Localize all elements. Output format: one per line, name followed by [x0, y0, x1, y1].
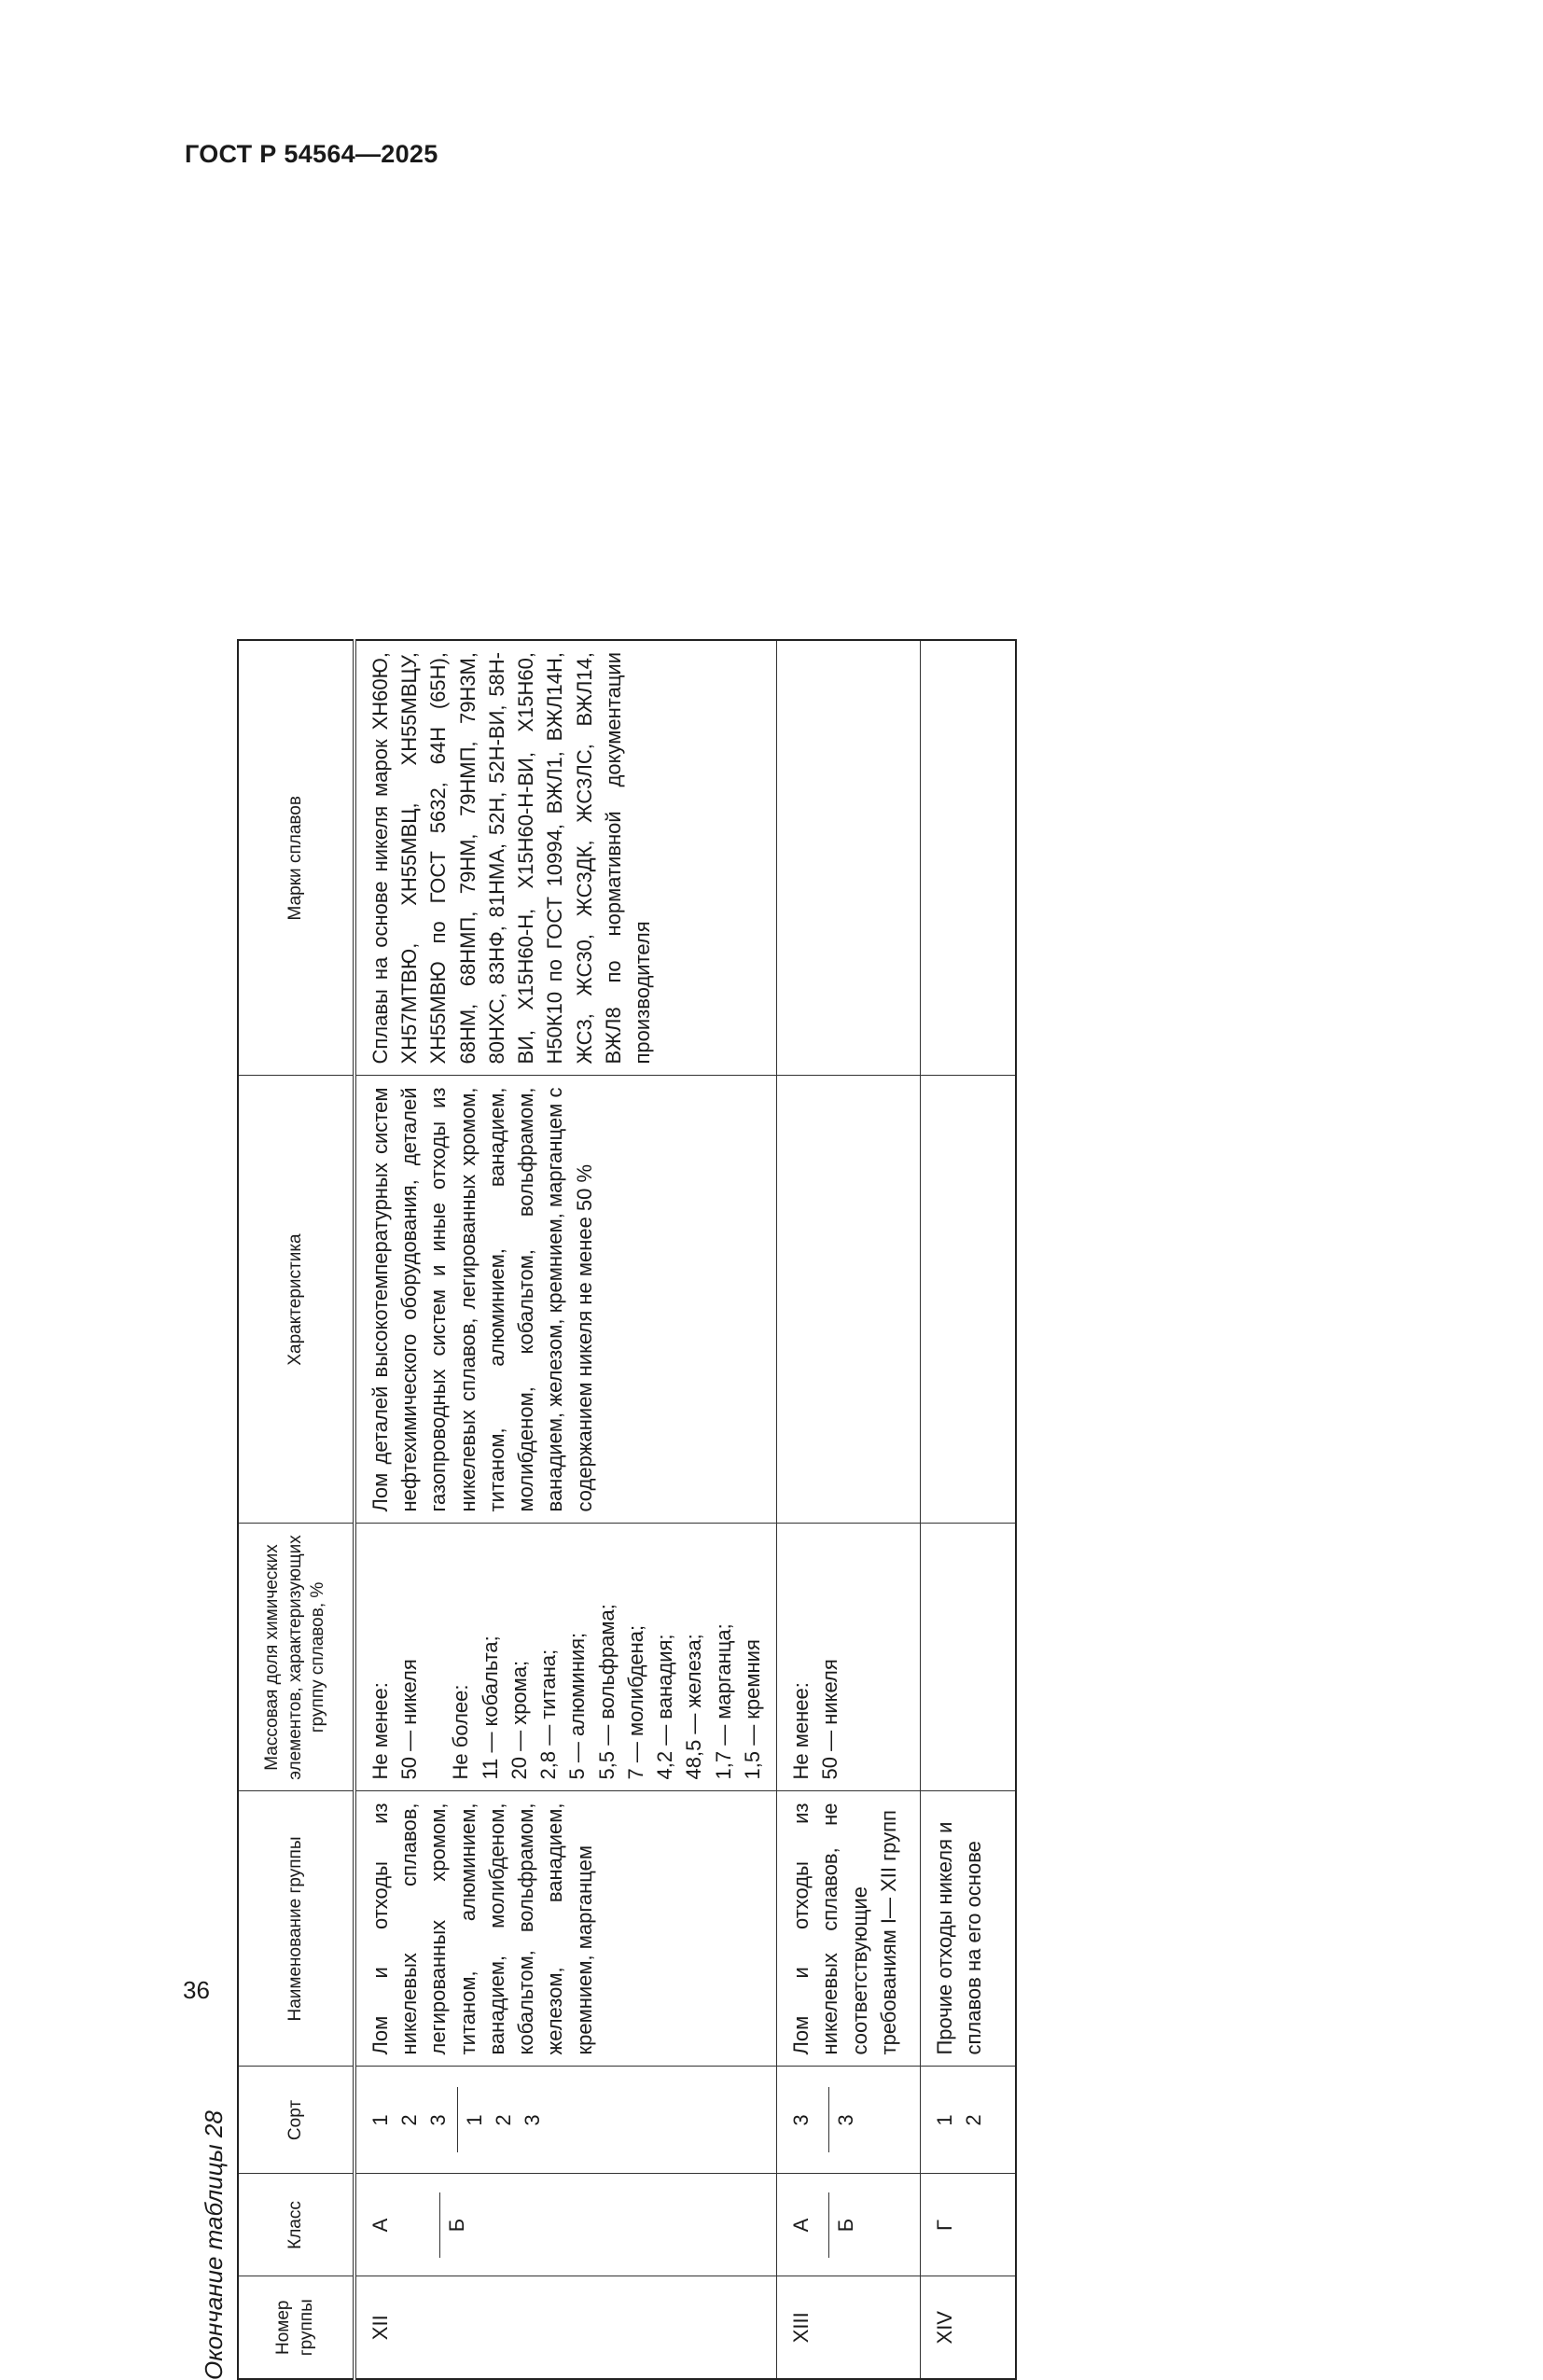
rotated-table-block — [197, 626, 1018, 2380]
table-28 — [237, 639, 1017, 2380]
mass-max-value: 4,2 — ванадия; — [653, 1634, 677, 1780]
cell-class — [921, 2174, 1016, 2276]
class-b: Б — [445, 2218, 469, 2233]
mass-min-label: Не менее: — [789, 1682, 813, 1780]
sort-divider — [828, 2088, 829, 2153]
cell-group-name: Лом и отходы из никелевых сплавов, не соответствующие требованиям I— XII групп — [777, 1791, 921, 2067]
col-header-characteristic: Характеристика — [238, 1076, 354, 1524]
cell-alloy-grades — [921, 640, 1016, 1076]
sort-divider — [457, 2088, 458, 2153]
mass-max-value: 1,7 — марганца; — [711, 1623, 735, 1780]
table-row — [777, 640, 921, 2379]
cell-group-number: XIII — [777, 2276, 921, 2379]
mass-max-value: 11 — кобальта; — [478, 1635, 502, 1780]
cell-characteristic: Лом деталей высокотемпературных систем нефтехимического оборудования, деталей газопроводных систем и иные отходы из никелевых сплавов, легированных хромом, титаном, алюминием, ванадием, молибденом, кобальтом, вольфрамом, ванадием, железом, кремнием, марганцем с содержанием никеля не менее 50 % — [354, 1076, 777, 1524]
mass-max-value: 5,5 — вольфрама; — [594, 1604, 619, 1780]
col-header-alloy-grades: Марки сплавов — [238, 640, 354, 1076]
class-divider — [439, 2192, 440, 2258]
page-number: 36 — [183, 1976, 210, 2004]
sort-value: 3 — [789, 2114, 813, 2126]
sort-value: 1 — [933, 2114, 957, 2126]
col-header-sort: Сорт — [238, 2067, 354, 2174]
document-header: ГОСТ Р 54564—2025 — [185, 140, 438, 168]
sort-value: 2 — [962, 2114, 986, 2126]
mass-max-value: 5 — алюминия; — [565, 1632, 590, 1780]
class-a: А — [368, 2218, 392, 2233]
col-header-group-name: Наименование группы — [238, 1791, 354, 2067]
cell-sort — [777, 2067, 921, 2174]
mass-min-value: 50 — никеля — [818, 1659, 842, 1780]
sort-value: 3 — [521, 2114, 545, 2126]
cell-mass-fraction — [777, 1524, 921, 1791]
mass-max-value: 1,5 — кремния — [740, 1639, 764, 1780]
class-b: Б — [834, 2218, 858, 2233]
mass-max-value: 2,8 — титана; — [536, 1649, 561, 1780]
class-divider — [828, 2192, 829, 2258]
cell-class — [777, 2174, 921, 2276]
cell-group-number: XII — [354, 2276, 777, 2379]
cell-mass-fraction — [354, 1524, 777, 1791]
mass-max-value: 48,5 — железа; — [682, 1634, 706, 1780]
col-header-group-number: Номер группы — [238, 2276, 354, 2379]
mass-min-label: Не менее: — [368, 1682, 392, 1780]
cell-class — [354, 2174, 777, 2276]
sort-value: 3 — [426, 2114, 451, 2126]
cell-alloy-grades: Сплавы на основе никеля марок ХН60Ю, ХН57МТВЮ, ХН55МВЦ, ХН55МВЦУ, ХН55МВЮ по ГОСТ 5632, 64Н (65Н), 68НМ, 68НМП, 79НМ, 79НМП, 79Н3М, 80НХС, 83НФ, 81НМА, 52Н, 52Н-ВИ, 58Н-ВИ, Х15Н60-Н, Х15Н60-Н-ВИ, Х15Н60, Н50К10 по ГОСТ 10994, ВЖЛ1, ВЖЛ14Н, ЖС3, ЖС30, ЖС3ДК, ЖС3ЛС, ВЖЛ14, ВЖЛ8 по нормативной документации производителя — [354, 640, 777, 1076]
sort-value: 1 — [368, 2114, 392, 2126]
cell-group-number: XIV — [921, 2276, 1016, 2379]
table-row — [921, 640, 1016, 2379]
col-header-class: Класс — [238, 2174, 354, 2276]
mass-max-label: Не более: — [449, 1684, 473, 1780]
sort-value: 3 — [834, 2114, 858, 2126]
col-header-mass-fraction: Массовая доля химических элементов, характеризующих группу сплавов, % — [238, 1524, 354, 1791]
sort-value: 1 — [462, 2114, 486, 2126]
cell-alloy-grades — [777, 640, 921, 1076]
table-header-row — [238, 640, 354, 2379]
class-a: А — [789, 2218, 813, 2233]
mass-max-value: 20 — хрома; — [507, 1660, 531, 1780]
sort-value: 2 — [397, 2114, 422, 2126]
cell-characteristic — [777, 1076, 921, 1524]
cell-characteristic — [921, 1076, 1016, 1524]
cell-sort — [921, 2067, 1016, 2174]
mass-min-value: 50 — никеля — [397, 1659, 422, 1780]
cell-group-name: Прочие отходы никеля и сплавов на его основе — [921, 1791, 1016, 2067]
cell-sort — [354, 2067, 777, 2174]
mass-max-value: 7 — молибдена; — [623, 1624, 647, 1780]
table-row — [354, 640, 777, 2379]
sort-value: 2 — [491, 2114, 515, 2126]
cell-group-name: Лом и отходы из никелевых сплавов, легированных хромом, титаном, алюминием, ванадием, молибденом, кобальтом, вольфрамом, железом, ванадием, кремнием, марганцем — [354, 1791, 777, 2067]
table-caption: Окончание таблицы 28 — [200, 2110, 228, 2380]
class-a: Г — [933, 2220, 957, 2231]
cell-mass-fraction — [921, 1524, 1016, 1791]
